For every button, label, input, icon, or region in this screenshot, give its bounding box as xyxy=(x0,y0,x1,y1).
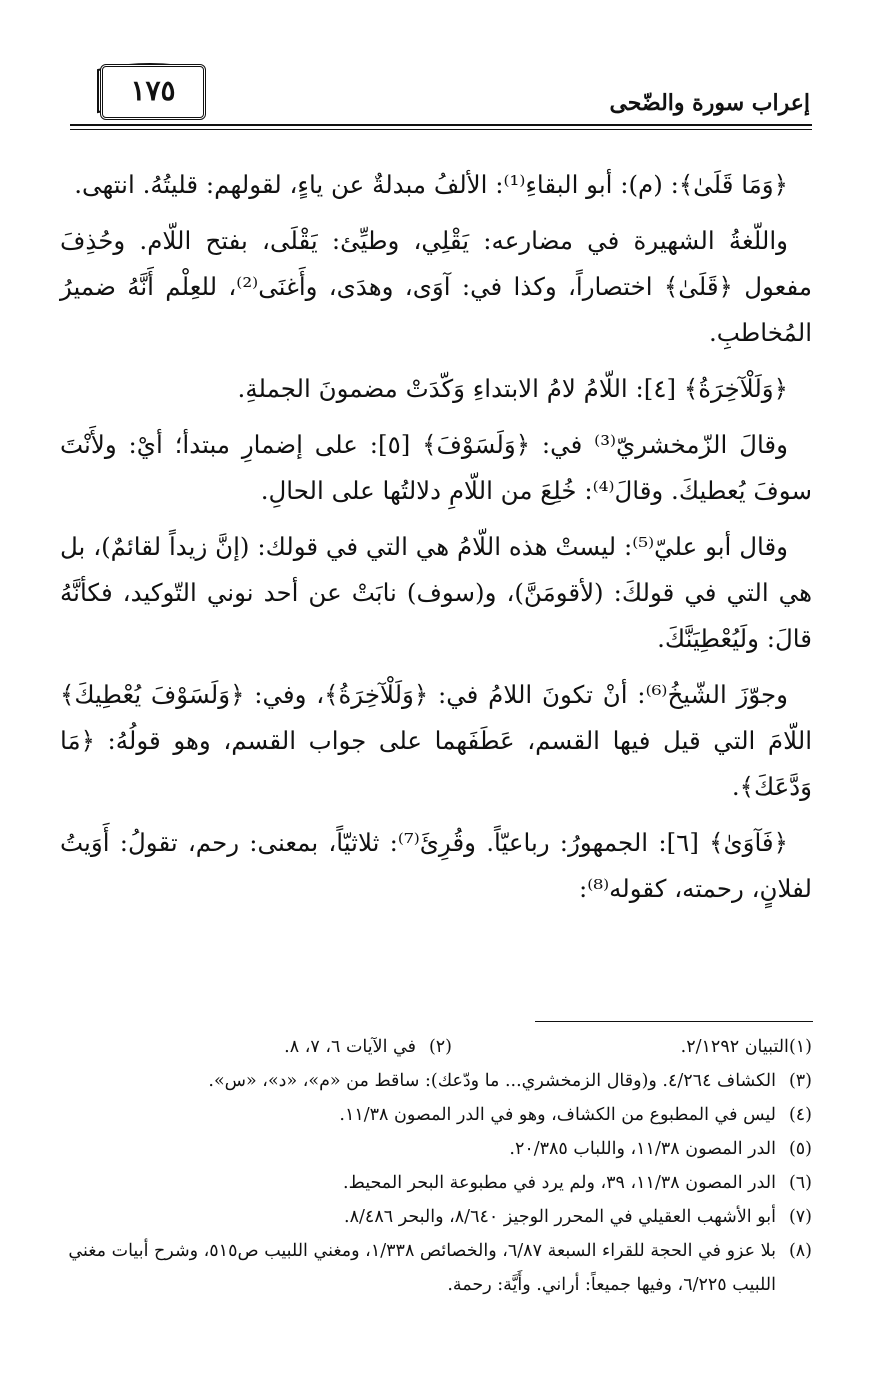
footnote xyxy=(60,1166,812,1200)
paragraph: ﴿وَلَلْآخِرَةُ﴾ [٤]: اللّامُ لامُ الابتداءِ وَكّدَتْ مضمونَ الجملةِ. xyxy=(237,374,788,403)
footnote-text: بلا عزو في الحجة للقراء السبعة ٦/٨٧، والخصائص ١/٣٣٨، ومغني اللبيب ص٥١٥، وشرح أبيات مغني اللبيب ٦/٢٢٥، وفيها جميعاً: أراني. وأَيَّة: رحمة. xyxy=(68,1241,776,1295)
footnote-row xyxy=(60,1030,812,1064)
page-number: ١٧٥ xyxy=(100,64,206,120)
paragraph: وقالَ الزّمخشريّ⁽³⁾ في: ﴿وَلَسَوْفَ﴾ [٥]: على إضمارِ مبتدأ؛ أيْ: ولأَنْتَ سوفَ يُعطيكَ. وقالَ⁽⁴⁾: خُلِعَ من اللّامِ دلالتُها على الحالِ. xyxy=(60,430,812,505)
paragraph: ﴿وَمَا قَلَىٰ﴾: (م): أبو البقاءِ⁽¹⁾: الألفُ مبدلةٌ عن ياءٍ، لقولهم: قليتُهُ. انتهى. xyxy=(74,170,788,199)
paragraph: واللّغةُ الشهيرة في مضارعه: يَقْلِي، وطيِّئ: يَقْلَى، بفتح اللّام. وحُذِفَ مفعول ﴿قَلَىٰ﴾ اختصاراً، وكذا في: آوَى، وهدَى، وأَغنَى⁽²⁾، للعِلْم أَنَّهُ ضميرُ المُخاطبِ. xyxy=(60,226,812,347)
footnote-text: الكشاف ٤/٢٦٤. و(وقال الزمخشري... ما ودّعك): ساقط من «م»، «د»، «س». xyxy=(208,1071,776,1091)
footnote xyxy=(60,1132,812,1166)
footnote-separator xyxy=(535,1021,813,1022)
footnotes xyxy=(60,1030,812,1302)
footnote xyxy=(60,1064,812,1098)
footnote xyxy=(60,1200,812,1234)
footnote-text: ليس في المطبوع من الكشاف، وهو في الدر المصون ١١/٣٨. xyxy=(339,1105,776,1125)
footnote-number: (٦) xyxy=(788,1173,812,1193)
footnote xyxy=(60,1234,812,1302)
footnote-text: في الآيات ٦، ٧، ٨. xyxy=(284,1037,416,1057)
footnote-number: (٣) xyxy=(788,1071,812,1091)
header-rule-thin xyxy=(70,129,812,130)
footnote-number: (٤) xyxy=(788,1105,812,1125)
footnote xyxy=(60,1098,812,1132)
header-rule xyxy=(70,124,812,126)
paragraph: وجوّزَ الشّيخُ⁽⁶⁾: أنْ تكونَ اللامُ في: ﴿وَلَلْآخِرَةُ﴾، وفي: ﴿وَلَسَوْفَ يُعْطِيكَ﴾ اللّامَ التي قيل فيها القسم، عَطَفَهما على جواب القسم، وهو قولُهُ: ﴿مَا وَدَّعَكَ﴾. xyxy=(60,680,812,801)
footnote-text: الدر المصون ١١/٣٨، ٣٩، ولم يرد في مطبوعة البحر المحيط. xyxy=(343,1173,776,1193)
footnote-number: (٢) xyxy=(428,1037,452,1057)
footnote-number: (٧) xyxy=(788,1207,812,1227)
footnote-text: التبيان ٢/١٢٩٢. xyxy=(680,1037,789,1057)
footnote-number: (٥) xyxy=(788,1139,812,1159)
paragraph: وقال أبو عليّ⁽⁵⁾: ليستْ هذه اللّامُ هي التي في قولك: (إنَّ زيداً لقائمٌ)، بل هي التي في قولكَ: (لأقومَنَّ)، و(سوف) نابَتْ عن أحد نوني التّوكيد، فكأنَّهُ قالَ: ولَيُعْطِيَنَّكَ. xyxy=(60,532,812,653)
page-title: إعراب سورة والضّحى xyxy=(609,90,810,116)
paragraph: ﴿فَآوَىٰ﴾ [٦]: الجمهورُ: رباعيّاً. وقُرِئَ⁽⁷⁾: ثلاثيّاً، بمعنى: رحم، تقولُ: أَوَيتُ لفلانٍ، رحمته، كقوله⁽⁸⁾: xyxy=(60,828,812,903)
page-header xyxy=(70,60,810,128)
main-text xyxy=(60,162,812,922)
footnote-number: (٨) xyxy=(788,1241,812,1261)
footnote-number: (١) xyxy=(788,1037,812,1057)
footnote-text: الدر المصون ١١/٣٨، واللباب ٢٠/٣٨٥. xyxy=(509,1139,776,1159)
footnote-text: أبو الأشهب العقيلي في المحرر الوجيز ٨/٦٤٠، والبحر ٨/٤٨٦. xyxy=(344,1207,776,1227)
